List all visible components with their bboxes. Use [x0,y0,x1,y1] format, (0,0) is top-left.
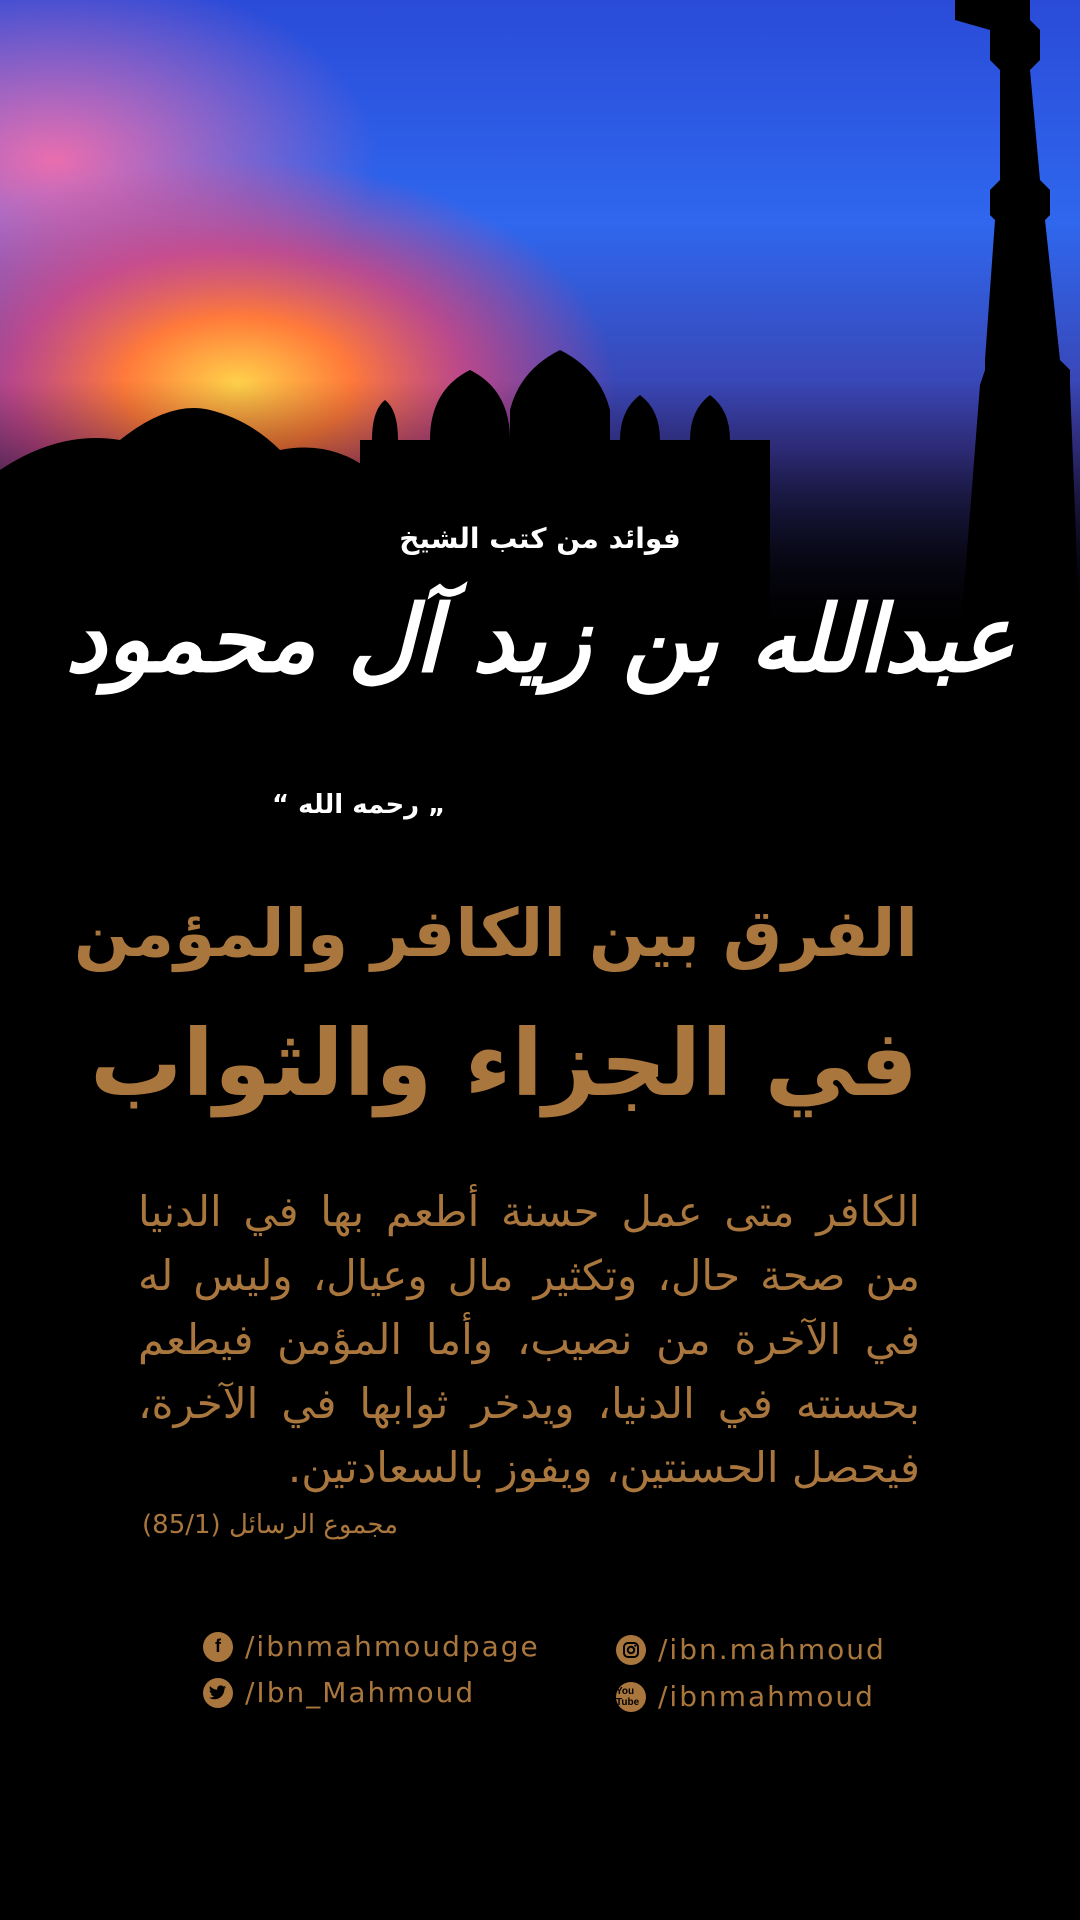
facebook-handle: /ibnmahmoudpage [245,1630,540,1663]
instagram-handle: /ibn.mahmoud [658,1633,886,1666]
instagram-link[interactable] [616,1633,886,1666]
twitter-handle: /Ibn_Mahmoud [245,1676,476,1709]
youtube-icon: You Tube [616,1682,646,1712]
youtube-handle: /ibnmahmoud [658,1680,875,1713]
facebook-link[interactable] [203,1630,540,1663]
youtube-link[interactable] [616,1680,875,1713]
title-line-2: في الجزاء والثواب [89,1010,918,1117]
body-text: الكافر متى عمل حسنة أطعم بها في الدنيا من صحة حال، وتكثير مال وعيال، وليس له في الآخرة من نصيب، وأما المؤمن فيطعم بحسنته في الدنيا، ويدخر ثوابها في الآخرة، فيحصل الحسنتين، ويفوز بالسعادتين. [138,1187,920,1492]
sheikh-name-calligraphy: عبدالله بن زيد آل محمود [65,585,1015,693]
title-line-1: الفرق بين الكافر والمؤمن [73,895,918,972]
source-citation: مجموع الرسائل (85/1) [142,1510,399,1540]
honorific-text: „ رحمه الله “ [272,790,446,820]
twitter-link[interactable] [203,1676,475,1709]
twitter-icon [203,1678,233,1708]
instagram-icon [616,1635,646,1665]
facebook-icon: f [203,1632,233,1662]
header-subtitle: فوائد من كتب الشيخ [399,522,681,555]
